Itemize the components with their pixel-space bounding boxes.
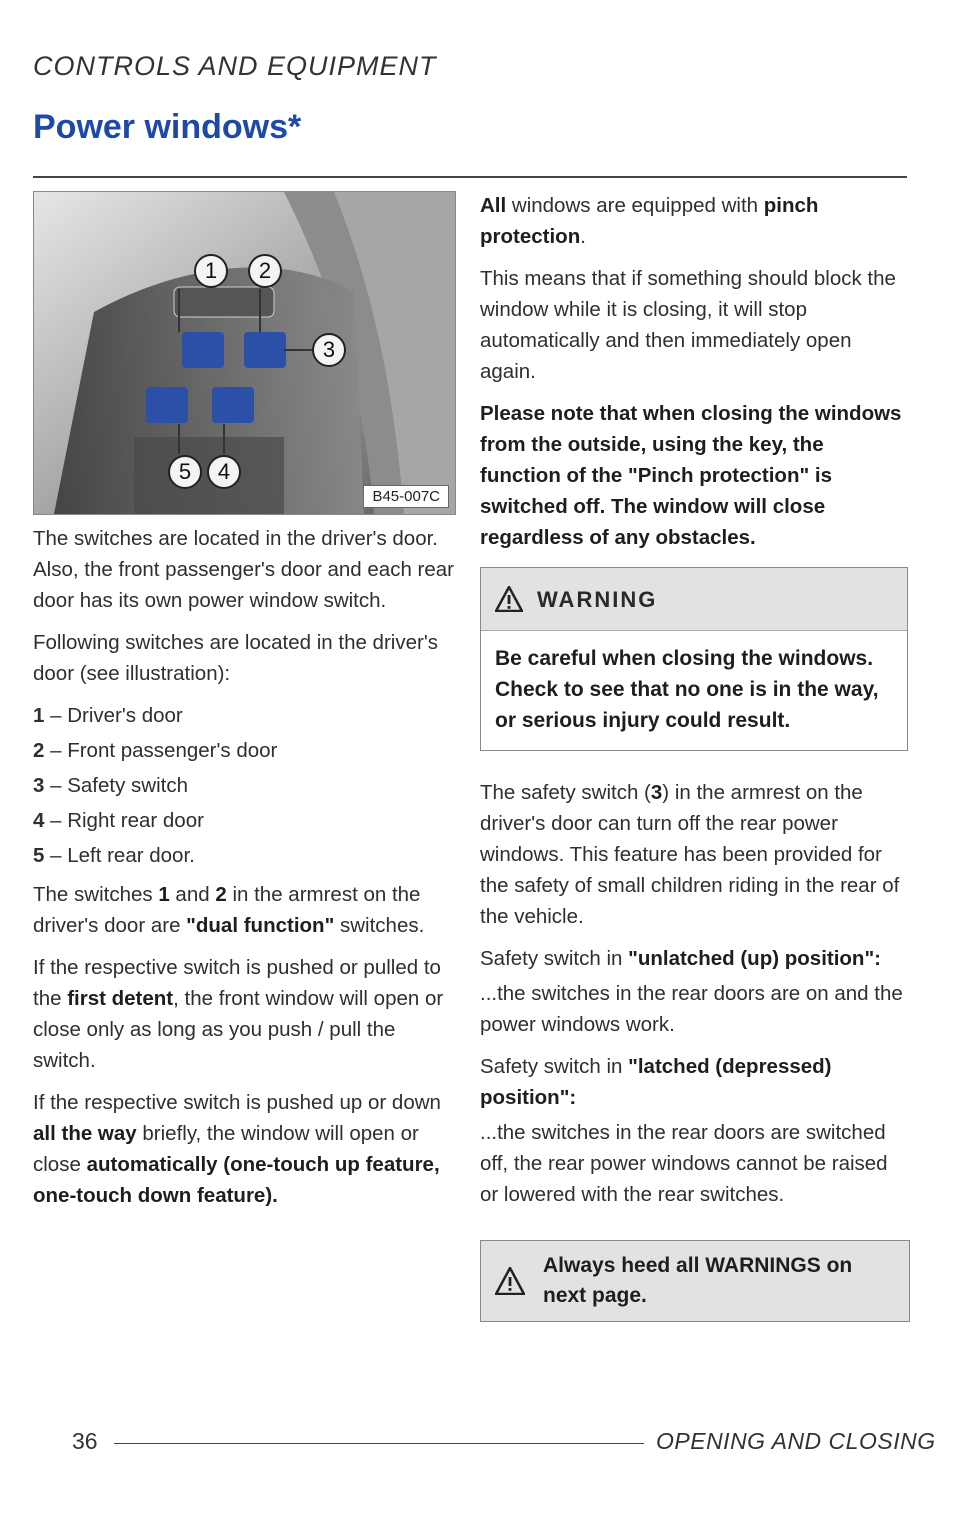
right-column bbox=[480, 190, 908, 1322]
left-column bbox=[33, 523, 458, 1222]
list-item: 4 – Right rear door bbox=[33, 809, 204, 832]
page-title: Power windows* bbox=[33, 108, 302, 146]
pinch-paragraph: All windows are equipped with pinch protection. bbox=[480, 194, 819, 248]
page-number: 36 bbox=[72, 1428, 98, 1454]
callout-1: 1 bbox=[194, 254, 228, 288]
auto-paragraph: If the respective switch is pushed up or down all the way briefly, the window will open or close automatically (one-touch up feature, one-touch down feature). bbox=[33, 1091, 441, 1207]
warning-title: WARNING bbox=[537, 586, 658, 612]
unlatched-text: ...the switches in the rear doors are on and the power windows work. bbox=[480, 982, 903, 1036]
following-paragraph: Following switches are located in the driver's door (see illustration): bbox=[33, 631, 438, 685]
door-panel-photo bbox=[34, 192, 455, 514]
list-item: 1 – Driver's door bbox=[33, 704, 183, 727]
section-title: CONTROLS AND EQUIPMENT bbox=[33, 51, 437, 81]
note-paragraph: Please note that when closing the windows from the outside, using the key, the function of the "Pinch protection" is switched off. The window will close regardless of any obstacles. bbox=[480, 402, 902, 549]
figure-code: B45-007C bbox=[363, 485, 449, 508]
dual-function-paragraph: The switches 1 and 2 in the armrest on the driver's door are "dual function" switches. bbox=[33, 883, 425, 937]
list-item: 5 – Left rear door. bbox=[33, 844, 195, 867]
heed-warnings-text: Always heed all WARNINGS on next page. bbox=[543, 1254, 853, 1307]
footer-divider bbox=[114, 1443, 644, 1444]
warning-triangle-icon bbox=[495, 586, 523, 612]
latched-heading: Safety switch in "latched (depressed) position": bbox=[480, 1055, 832, 1109]
unlatched-heading: Safety switch in "unlatched (up) position": bbox=[480, 947, 882, 970]
callout-5: 5 bbox=[168, 455, 202, 489]
means-paragraph: This means that if something should block the window while it is closing, it will stop automatically and then immediately open again. bbox=[480, 267, 896, 383]
warning-box bbox=[480, 567, 908, 751]
intro-paragraph: The switches are located in the driver's door. Also, the front passenger's door and each rear door has its own power window switch. bbox=[33, 527, 455, 612]
list-item: 3 – Safety switch bbox=[33, 774, 188, 797]
warning-triangle-icon bbox=[495, 1267, 525, 1295]
warning-header bbox=[481, 568, 907, 631]
safety-paragraph: The safety switch (3) in the armrest on the driver's door can turn off the rear power windows. This feature has been provided for the safety of small children riding in the rear of the vehicle. bbox=[480, 781, 900, 928]
detent-paragraph: If the respective switch is pushed or pulled to the first detent, the front window will open or close only as long as you push / pull the switch. bbox=[33, 956, 444, 1072]
list-item: 2 – Front passenger's door bbox=[33, 739, 278, 762]
switch-illustration bbox=[33, 191, 456, 515]
footer-section-title: OPENING AND CLOSING bbox=[656, 1428, 936, 1454]
callout-4: 4 bbox=[207, 455, 241, 489]
warning-text: Be careful when closing the windows. Check to see that no one is in the way, or serious injury could result. bbox=[495, 647, 879, 732]
latched-text: ...the switches in the rear doors are switched off, the rear power windows cannot be raised or lowered with the rear switches. bbox=[480, 1121, 888, 1206]
title-divider bbox=[33, 176, 907, 178]
callout-3: 3 bbox=[312, 333, 346, 367]
heed-warnings-box bbox=[480, 1240, 910, 1322]
callout-2: 2 bbox=[248, 254, 282, 288]
